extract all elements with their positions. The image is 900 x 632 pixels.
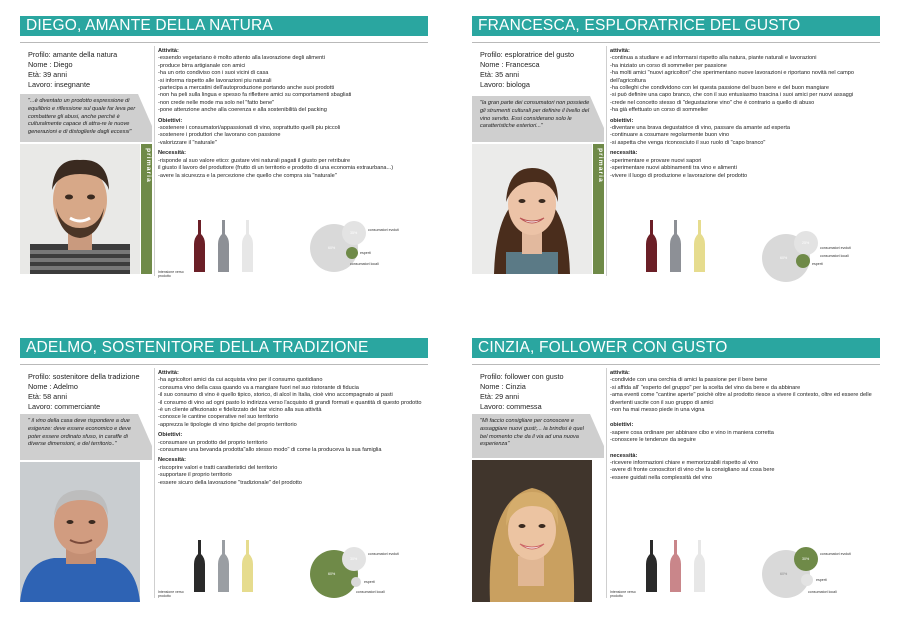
persona-quote: " il vino della casa deve rispondere a due esigenze: deve essere economico e deve poter essere ordinato sfuso, in caraffe di diverse dimensioni, e del territorio.." bbox=[20, 414, 152, 460]
divider bbox=[20, 42, 428, 43]
wine-bottle-icon bbox=[646, 540, 657, 592]
profile-block bbox=[28, 372, 152, 412]
profile-job: Lavoro: commerciante bbox=[28, 402, 101, 411]
persona-title: DIEGO, AMANTE DELLA NATURA bbox=[20, 16, 428, 36]
detail-line: -ha agricoltori amici da cui acquista vino per il consumo quotidiano bbox=[158, 377, 323, 384]
detail-line: -si informa rispetto alle lavorazioni piu naturali bbox=[158, 77, 272, 84]
detail-line: -crede nel concetto stesso di "degustazione vino" che è contrario a quello di abuso bbox=[610, 99, 815, 106]
legend-label: esperti bbox=[816, 578, 827, 582]
segment-value: 30% bbox=[802, 557, 810, 561]
detail-line: -si affida all' "esperto del gruppo" per la scelta del vino da bere e da abbinare bbox=[610, 384, 801, 391]
segment-value: 60% bbox=[780, 572, 788, 576]
wine-bottle-icon bbox=[194, 220, 205, 272]
legend-label: consumatori evoluti bbox=[820, 552, 851, 556]
profile-type: Profilo: amante della natura bbox=[28, 50, 118, 59]
persona-title: CINZIA, FOLLOWER CON GUSTO bbox=[472, 338, 880, 358]
section-heading: Necessità: bbox=[158, 150, 186, 157]
bottle-group bbox=[610, 214, 710, 280]
persona-photo bbox=[20, 144, 140, 274]
bottle-group bbox=[158, 214, 258, 280]
detail-line: -ha un orto condiviso con i suoi vicini di casa bbox=[158, 70, 269, 77]
detail-line: -continuare a cosumare regolarmente buon vino bbox=[610, 132, 730, 139]
detail-line: il giusto il lavoro del produttore (frutto di un territorio e prodotto di una economia extraurbana...) bbox=[158, 165, 394, 172]
persona-title: ADELMO, SOSTENITORE DELLA TRADIZIONE bbox=[20, 338, 428, 358]
detail-line: -supportare il proprio territorio bbox=[158, 472, 232, 479]
persona-photo bbox=[472, 144, 592, 274]
detail-line: -consumare un prodotto del proprio territorio bbox=[158, 439, 268, 446]
persona-details bbox=[610, 370, 878, 482]
audience-diagram bbox=[310, 218, 428, 274]
detail-line: -continua a studiare e ad informarsi rispetto alla natura, piante naturali e lavorazioni bbox=[610, 55, 817, 62]
detail-line: -conosce le cantine cooperative nel suo territorio bbox=[158, 414, 279, 421]
profile-name: Nome : Adelmo bbox=[28, 382, 78, 391]
wine-bottle-icon bbox=[242, 220, 253, 272]
detail-line: -sapere cosa ordinare per abbinare cibo e vino in maniera corretta bbox=[610, 429, 774, 436]
wine-bottle-icon bbox=[218, 540, 229, 592]
legend-label: consumatori evoluti bbox=[368, 228, 399, 232]
bottle-caption: Intensione verso prodotto bbox=[158, 589, 184, 598]
legend-label: esperti bbox=[364, 580, 375, 584]
profile-age: Età: 39 anni bbox=[28, 70, 67, 79]
profile-age: Età: 29 anni bbox=[480, 392, 519, 401]
detail-line: -partecipa a mercatini dell'autoproduzione portando anche suoi prodotti bbox=[158, 85, 335, 92]
divider bbox=[606, 46, 607, 276]
profile-age: Età: 35 anni bbox=[480, 70, 519, 79]
section-heading: Obiettivi: bbox=[158, 117, 183, 124]
section-heading: Obiettivi: bbox=[158, 432, 183, 439]
detail-line: -produce birra artigianale con amici bbox=[158, 62, 246, 69]
detail-line: -vivere il luogo di produzione e lavorazione del prodotto bbox=[610, 172, 748, 179]
legend-label: consumatori evoluti bbox=[368, 552, 399, 556]
section-heading: Necessità: bbox=[158, 457, 186, 464]
legend-label: consumatori locali bbox=[356, 590, 385, 594]
profile-block bbox=[480, 372, 604, 412]
wine-bottle-icon bbox=[242, 540, 253, 592]
bottle-group bbox=[158, 534, 258, 600]
legend-label: consumatori locali bbox=[350, 262, 379, 266]
detail-line: -non crede nelle mode ma solo nel "fatto bene" bbox=[158, 99, 275, 106]
profile-job: Lavoro: insegnante bbox=[28, 80, 91, 89]
detail-line: -apprezza le tipologie di vino tipiche del proprio territorio bbox=[158, 421, 297, 428]
section-heading: attività: bbox=[610, 48, 630, 54]
persona-photo bbox=[20, 462, 140, 602]
detail-line: -essendo vegetariano è molto attento alla lavorazione degli alimenti bbox=[158, 55, 325, 62]
detail-line: -riscoprire valori e tratti caratteristici del territorio bbox=[158, 464, 278, 471]
profile-type: Profilo: follower con gusto bbox=[480, 372, 564, 381]
persona-details bbox=[610, 48, 878, 180]
priority-tag: primaria bbox=[593, 144, 604, 274]
profile-job: Lavoro: commessa bbox=[480, 402, 542, 411]
detail-line: -ama eventi come "cantine aperte" poichè oltre al prodotto riesce a vivere il contesto, oltre ed essere delle divertenti uscite con il suo gruppo di amici bbox=[610, 392, 872, 406]
profile-block bbox=[480, 50, 604, 90]
legend-label: consumatori locali bbox=[820, 254, 849, 258]
detail-line: -ricevere informazioni chiare e memorizzabili rispetto al vino bbox=[610, 460, 759, 467]
persona-quote: "...è diventato un prodotto espressione di equilibrio e riflessione sul quale far leva per combattere gli abusi, anche perché è culturalmente capace di attra-re le nuove generazioni e di distoglierle dagli eccessi" bbox=[20, 94, 152, 142]
wine-bottle-icon bbox=[218, 220, 229, 272]
bottle-group bbox=[610, 534, 710, 600]
detail-line: -risponde al suo valore etico: gustare vini naturali pagati il giusto per retribuire bbox=[158, 157, 351, 164]
detail-line: -consuma vino della casa quando va a mangiare fuori nel suo ristorante di fiducia bbox=[158, 384, 359, 391]
detail-line: -non ha peli sulla lingua e spesso fa riflettere amici su comportamenti sbagliati bbox=[158, 92, 352, 99]
detail-line: -diventare una brava degustatrice di vino, passare da amante ad esperta bbox=[610, 125, 791, 132]
segment-value: 35% bbox=[350, 231, 358, 235]
segment-value: 30% bbox=[350, 557, 358, 561]
audience-diagram bbox=[762, 544, 880, 600]
profile-job: Lavoro: biologa bbox=[480, 80, 530, 89]
legend-label: consumatori evoluti bbox=[820, 246, 851, 250]
persona-details bbox=[158, 48, 426, 180]
section-heading: Attività: bbox=[158, 48, 179, 54]
divider bbox=[20, 364, 428, 365]
persona-photo bbox=[472, 460, 592, 602]
detail-line: -sostenere i produttori che lavorano con passione bbox=[158, 132, 281, 139]
persona-quote: "la gran parte dei consumatori non possiede gli strumenti culturali per definire il livello del vino servito. Essi considerano solo le caratteristiche esteriori..." bbox=[472, 96, 604, 142]
persona-card-diego bbox=[20, 16, 428, 281]
divider bbox=[154, 46, 155, 276]
wine-bottle-icon bbox=[670, 220, 681, 272]
detail-line: -si può definire una capo branco, che con il suo entusiasmo trascina i suoi amici per nuovi assaggi bbox=[610, 92, 854, 99]
wine-bottle-icon bbox=[646, 220, 657, 272]
section-heading: obiettivi: bbox=[610, 422, 634, 429]
detail-line: -condivide con una cerchia di amici la passione per il bere bene bbox=[610, 377, 768, 384]
persona-card-cinzia bbox=[472, 338, 880, 603]
detail-line: -il consumo di vino ad ogni pasto lo indirizza verso l'acquisto di grandi formati e quantità di questo prodotto bbox=[158, 399, 422, 406]
wine-bottle-icon bbox=[694, 220, 705, 272]
persona-card-adelmo bbox=[20, 338, 428, 603]
wine-bottle-icon bbox=[694, 540, 705, 592]
bottle-caption: Intensione verso prodotto bbox=[158, 269, 184, 278]
detail-line: -ha iniziato un corso di sommelier per passione bbox=[610, 62, 727, 69]
segment-value: 25% bbox=[802, 241, 810, 245]
detail-line: -conoscere le tendenze da seguire bbox=[610, 437, 696, 444]
persona-card-francesca bbox=[472, 16, 880, 281]
detail-line: -ha già effettuato un corso di sommelier bbox=[610, 107, 709, 114]
persona-quote: "Mi faccio consigliare per conoscere e assaggiare nuovi gusti;... la brindisi è quel bel momento che da il via ad una nuova esperienza" bbox=[472, 414, 604, 458]
detail-line: -essere sicuro della lavorazione "tradizionale" del prodotto bbox=[158, 479, 302, 486]
audience-diagram bbox=[762, 228, 880, 284]
profile-type: Profilo: sostenitore della tradizione bbox=[28, 372, 140, 381]
section-heading: obiettivi: bbox=[610, 117, 634, 124]
segment-value: 60% bbox=[328, 246, 336, 250]
detail-line: -si aspetta che venga riconosciuto il suo ruolo di "capo branco" bbox=[610, 139, 766, 146]
detail-line: -non ha mai messo piede in una vigna bbox=[610, 407, 705, 414]
detail-line: -sostenere i consumatori/appassionati di vino, soprattutto quelli piu piccoli bbox=[158, 125, 341, 132]
divider bbox=[472, 42, 880, 43]
detail-line: -consumare una bevanda prodotta"allo stesso modo" di come la produceva la sua famiglia bbox=[158, 447, 382, 454]
segment-value: 60% bbox=[328, 572, 336, 576]
bottle-caption: Intensione verso prodotto bbox=[610, 589, 636, 598]
section-heading: Attività: bbox=[158, 370, 179, 376]
section-heading: necessità: bbox=[610, 150, 638, 157]
detail-line: -il suo consumo di vino è quello tipico, storico, di alcol in Italia, cioè vino accompagnato ai pasti bbox=[158, 392, 393, 399]
wine-bottle-icon bbox=[194, 540, 205, 592]
persona-details bbox=[158, 370, 426, 487]
segment-value: 60% bbox=[780, 256, 788, 260]
detail-line: -valorizzare il "naturale" bbox=[158, 139, 217, 146]
profile-name: Nome : Cinzia bbox=[480, 382, 526, 391]
detail-line: -ha colleghi che condividono con lei questa passione del buon bere e del buon mangiare bbox=[610, 85, 829, 92]
priority-tag: primaria bbox=[141, 144, 152, 274]
profile-age: Età: 58 anni bbox=[28, 392, 67, 401]
divider bbox=[154, 368, 155, 598]
detail-line: -avere di fronte conoscitori di vino che la consigliano sul cosa bere bbox=[610, 467, 775, 474]
legend-label: esperti bbox=[360, 251, 371, 255]
section-heading: necessità: bbox=[610, 452, 638, 459]
profile-name: Nome : Francesca bbox=[480, 60, 540, 69]
profile-block bbox=[28, 50, 152, 90]
detail-line: -pone attenzione anche alla coerenza e alla sostenibilità del packing bbox=[158, 107, 327, 114]
divider bbox=[472, 364, 880, 365]
detail-line: -ha molti amici "nuovi agricoltori" che sperimentano nuove lavorazioni e riportano novità nel campo dell'agricoltura bbox=[610, 70, 855, 84]
detail-line: -avere la sicurezza e la percezione che quello che compra sia "naturale" bbox=[158, 172, 337, 179]
detail-line: -essere guidati nella complessità del vino bbox=[610, 474, 712, 481]
legend-label: esperti bbox=[812, 262, 823, 266]
divider bbox=[606, 368, 607, 598]
legend-label: consumatori locali bbox=[808, 590, 837, 594]
persona-title: FRANCESCA, ESPLORATRICE DEL GUSTO bbox=[472, 16, 880, 36]
profile-type: Profilo: esploratrice del gusto bbox=[480, 50, 575, 59]
detail-line: -sperimentare nuovi abbinamenti tra vino e alimenti bbox=[610, 165, 737, 172]
detail-line: -è un cliente affezionato e fidelizzato del bar vicino alla sua attività bbox=[158, 407, 322, 414]
section-heading: attività: bbox=[610, 370, 630, 376]
profile-name: Nome : Diego bbox=[28, 60, 73, 69]
detail-line: -sperimentare e provare nuovi sapori bbox=[610, 157, 702, 164]
wine-bottle-icon bbox=[670, 540, 681, 592]
audience-diagram bbox=[310, 544, 428, 600]
